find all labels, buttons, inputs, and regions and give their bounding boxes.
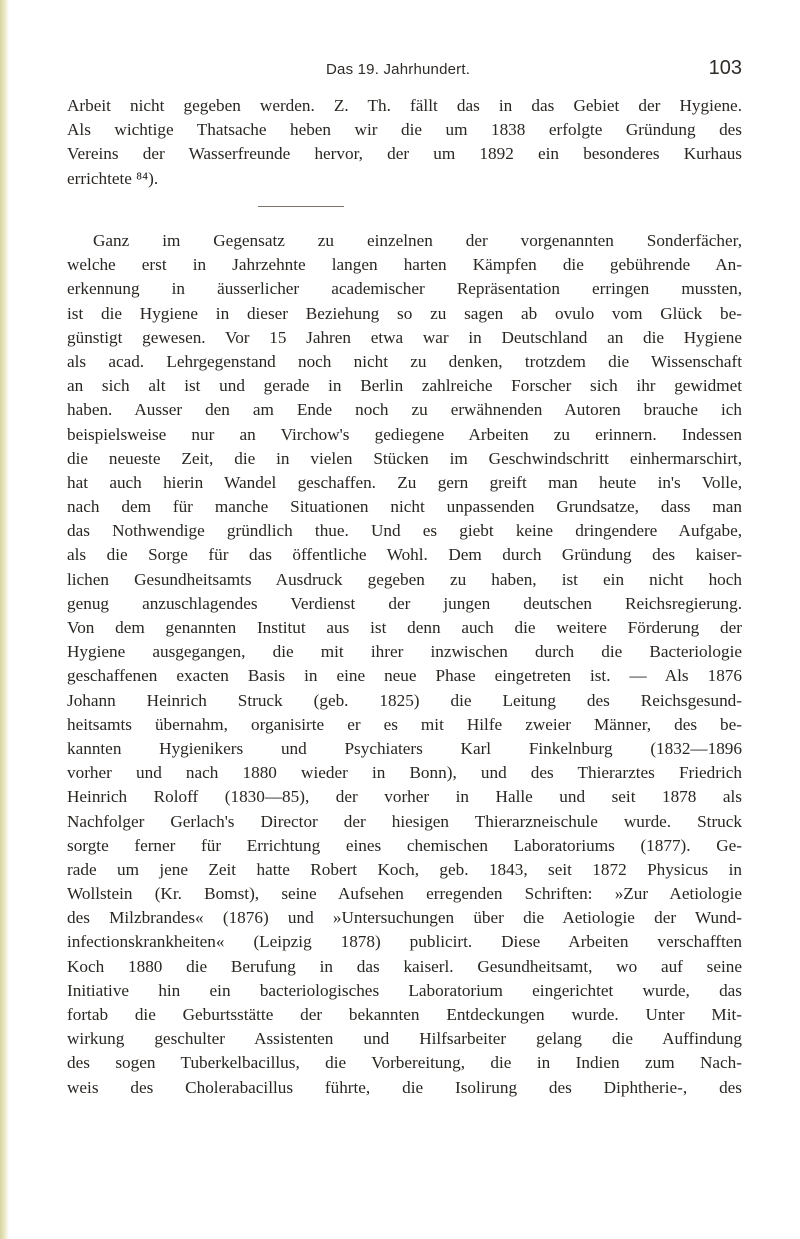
text-line: lichen Gesundheitsamts Ausdruck gegeben zu haben, ist ein nicht hoch [67,569,742,589]
text-line: errichtete ⁸⁴). [67,168,159,188]
text-line: sorgte ferner für Errichtung eines chemischen Laboratoriums (1877). Ge- [67,835,742,855]
text-line: Wollstein (Kr. Bomst), seine Aufsehen erregenden Schriften: »Zur Aetiologie [67,884,742,904]
paragraph-1 [67,94,742,191]
text-line: die neueste Zeit, die in vielen Stücken im Geschwindschritt einhermarschirt, [67,448,742,468]
text-line: günstigt gewesen. Vor 15 Jahren etwa war in Deutschland an die Hygiene [67,327,742,347]
text-line [67,1148,742,1172]
text-line: infectionskrankheiten« (Leipzig 1878) publicirt. Diese Arbeiten verschafften [67,932,742,952]
text-line: Hygiene ausgegangen, die mit ihrer inzwischen durch die Bacteriologie [67,642,742,662]
text-line: des Milzbrandes« (1876) und »Untersuchungen über die Aetiologie der Wund- [67,908,742,928]
text-line: vorher und nach 1880 wieder in Bonn), und des Thierarztes Friedrich [67,763,742,783]
text-line: Nachfolger Gerlach's Director der hiesigen Thierarzneischule wurde. Struck [67,811,742,831]
page-binding-edge [0,0,9,1239]
page-number: 103 [708,57,742,79]
text-line: wirkung geschulter Assistenten und Hilfsarbeiter gelang die Auffindung [67,1029,742,1049]
text-line: rade um jene Zeit hatte Robert Koch, geb. 1843, seit 1872 Physicus in [67,859,742,879]
text-line: des sogen Tuberkelbacillus, die Vorbereitung, die in Indien zum Nach- [67,1053,742,1073]
text-line: Heinrich Roloff (1830—85), der vorher in Halle und seit 1878 als [67,787,742,807]
text-line: Initiative hin ein bacteriologisches Laboratorium eingerichtet wurde, das [67,980,742,1000]
text-line: Vereins der Wasserfreunde hervor, der um 1892 ein besonderes Kurhaus [67,144,742,164]
paragraph-2 [67,229,742,1172]
running-header [0,55,800,85]
text-line: nach dem für manche Situationen nicht unpassenden Grundsatze, dass man [67,497,742,517]
text-line: genug anzuschlagendes Verdienst der jungen deutschen Reichsregierung. [67,593,742,613]
text-line: fortab die Geburtsstätte der bekannten Entdeckungen wurde. Unter Mit- [67,1005,742,1024]
text-line: hat auch hierin Wandel geschaffen. Zu gern greift man heute in's Volle, [67,472,742,492]
text-line: kannten Hygienikers und Psychiaters Karl Finkelnburg (1832—1896 [67,738,742,758]
text-line: Koch 1880 die Berufung in das kaiserl. Gesundheitsamt, wo auf seine [67,956,742,976]
running-header-title: Das 19. Jahrhundert. [326,61,471,78]
text-line: haben. Ausser den am Ende noch zu erwähnenden Autoren brauche ich [67,400,742,420]
text-line: erkennung in äusserlicher academischer Repräsentation erringen mussten, [67,279,742,299]
text-line: Ganz im Gegensatz zu einzelnen der vorgenannten Sonderfächer, [93,231,742,250]
text-line: ist die Hygiene in dieser Beziehung so zu sagen ab ovulo vom Glück be- [67,303,742,323]
text-line: Von dem genannten Institut aus ist denn auch die weitere Förderung der [67,618,742,637]
text-line [67,1100,742,1124]
text-line: geschaffenen exacten Basis in eine neue Phase eingetreten ist. — Als 1876 [67,666,742,686]
text-line: Als wichtige Thatsache heben wir die um 1838 erfolgte Gründung des [67,120,742,140]
text-line: beispielsweise nur an Virchow's gediegene Arbeiten zu erinnern. Indessen [67,424,742,444]
text-line: heitsamts übernahm, organisirte er es mit Hilfe zweier Männer, des be- [67,714,742,734]
text-line: Arbeit nicht gegeben werden. Z. Th. fällt das in das Gebiet der Hygiene. [67,96,742,115]
text-line: Johann Heinrich Struck (geb. 1825) die Leitung des Reichsgesund- [67,690,742,710]
text-line: als die Sorge für das öffentliche Wohl. Dem durch Gründung des kaiser- [67,545,742,565]
text-line [67,1124,742,1148]
section-separator [258,206,344,207]
text-line: als acad. Lehrgegenstand noch nicht zu denken, trotzdem die Wissenschaft [67,351,742,371]
text-line: welche erst in Jahrzehnte langen harten Kämpfen die gebührende An- [67,255,742,275]
text-line: das Nothwendige gründlich thue. Und es giebt keine dringendere Aufgabe, [67,521,742,541]
text-line: weis des Cholerabacillus führte, die Isolirung des Diphtherie-, des [67,1077,742,1097]
text-line: an sich alt ist und gerade in Berlin zahlreiche Forscher sich ihr gewidmet [67,376,742,396]
